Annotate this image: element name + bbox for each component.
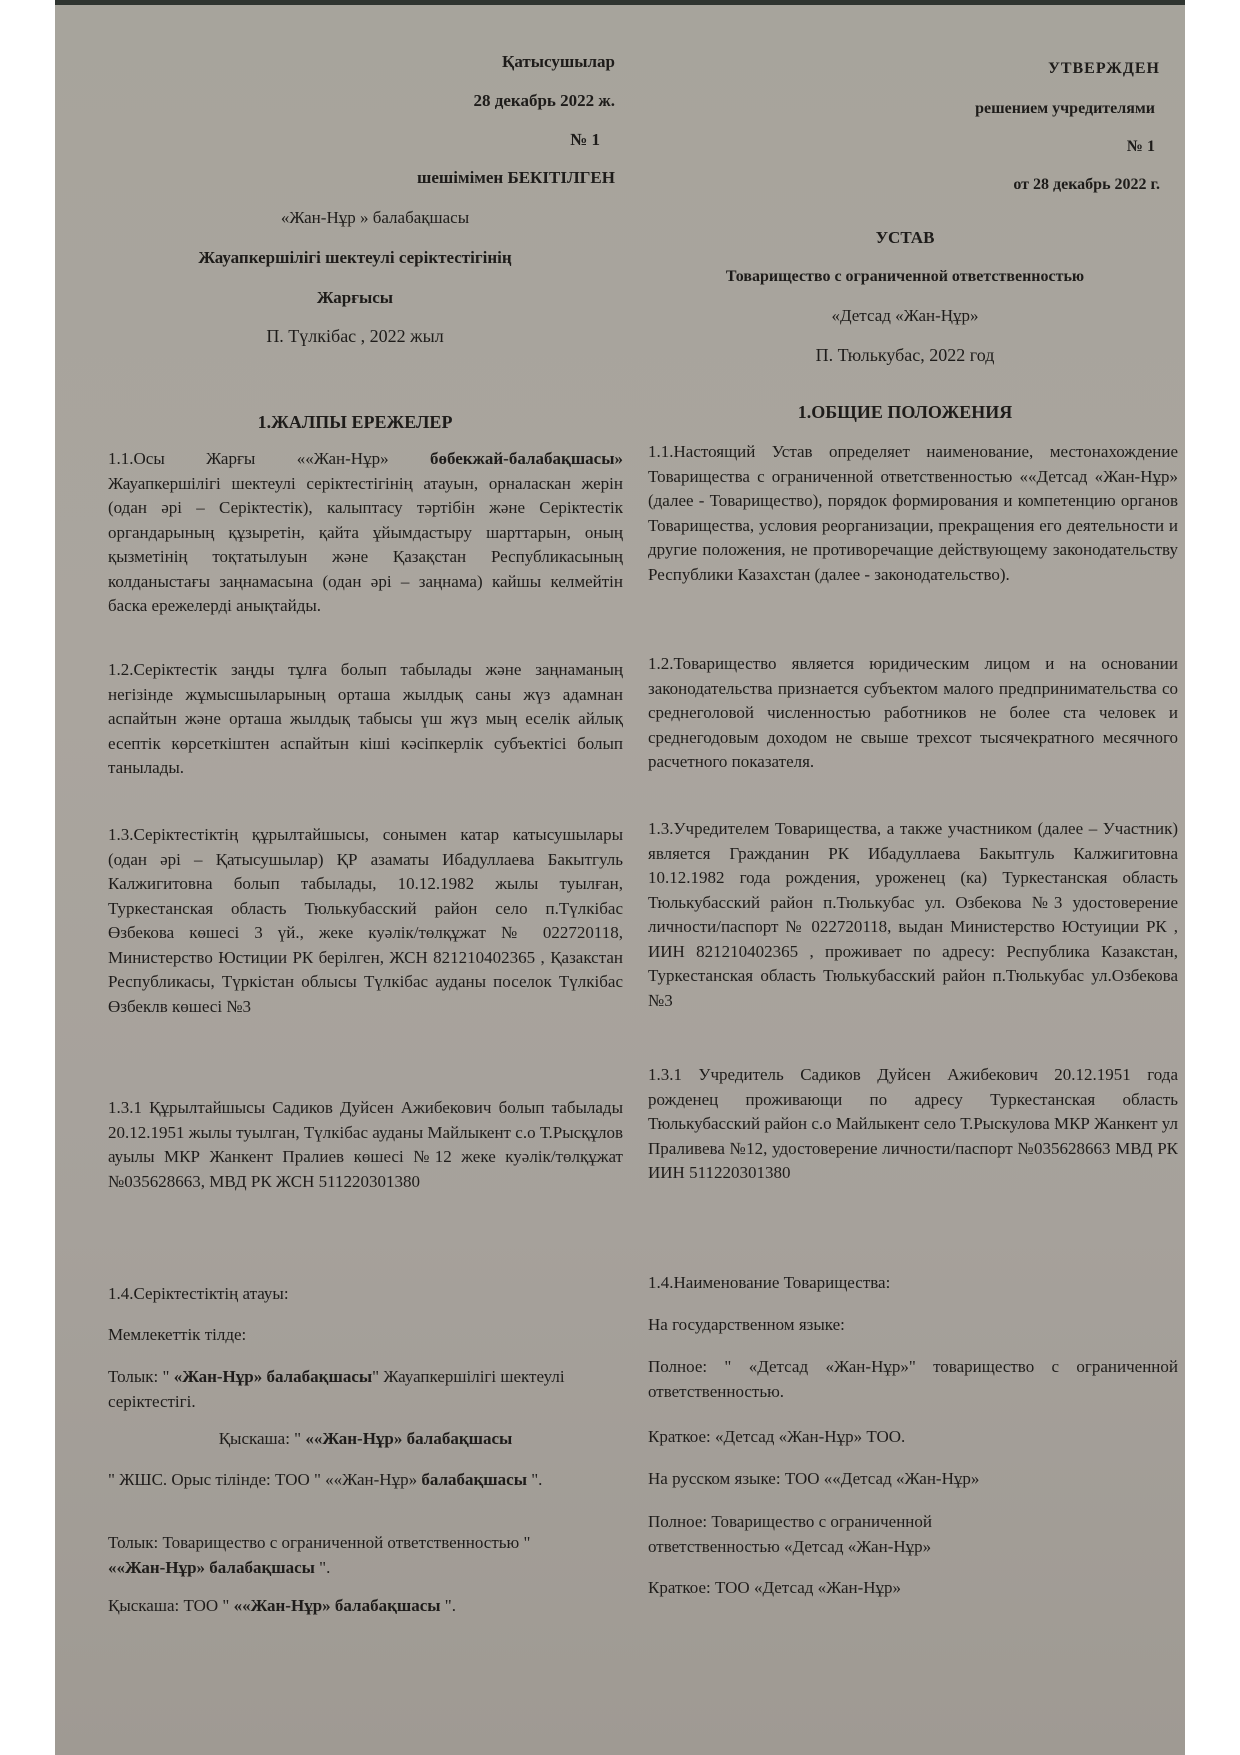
full-name-bold: «Жан-Нұр» балабақшасы <box>173 1367 373 1386</box>
right-paragraph-1-4-heading: 1.4.Наименование Товарищества: <box>648 1273 891 1292</box>
russian-name-suffix: ". <box>526 1470 543 1489</box>
p1-1-text-start: 1.1.Осы Жарғы ««Жан-Нұр» <box>108 449 430 468</box>
right-approval-line4: от 28 декабрь 2022 г. <box>1013 176 1160 193</box>
right-paragraph-1-3: 1.3.Учредителем Товарищества, а также участником (далее – Участник) является Гражданин РК Ибадуллаева Бакытгуль Калжигитовна 10.12.1982 года рождения, уроженец (ка) Туркестанская область Тюлькубасский район п.Тюлькубас ул. Озбекова №3 удостоверение личности/паспорт № 022720118, выдан Министерство Юстуиции РК , ИИН 821210402365 , проживает по адресу: Республика Казакстан, Туркестанская область Тюлькубасский район п.Тюлькубас ул.Озбекова №3 <box>648 819 1178 1010</box>
left-paragraph-1-1 <box>108 447 623 619</box>
full-ru-suffix: ". <box>314 1557 331 1577</box>
russian-name-prefix: " ЖШС. Орыс тілінде: ТОО " ««Жан-Нұр» <box>108 1470 422 1489</box>
short-ru-bold: ««Жан-Нұр» балабақшасы <box>233 1596 441 1615</box>
right-approval-line1: УТВЕРЖДЕН <box>1048 60 1160 77</box>
right-state-language-label: На государственном языке: <box>648 1315 845 1334</box>
left-approval-line4: шешімімен БЕКІТІЛГЕН <box>417 168 615 187</box>
left-title-line3: Жарғысы <box>316 288 394 307</box>
short-name-bold: ««Жан-Нұр» балабақшасы <box>305 1429 513 1448</box>
right-short-name: Краткое: «Детсад «Жан-Нұр» ТОО. <box>648 1427 906 1446</box>
right-approval-line3: № 1 <box>1126 138 1155 155</box>
short-name-prefix: Қыскаша: " <box>218 1429 306 1448</box>
left-title-line1: «Жан-Нұр » балабақшасы <box>280 208 470 227</box>
right-russian-language-line: На русском языке: ТОО ««Детсад «Жан-Нұр» <box>648 1469 980 1488</box>
right-section-heading: 1.ОБЩИЕ ПОЛОЖЕНИЯ <box>797 402 1013 422</box>
p1-1-text-end: Жауапкершілігі шектеулі серіктестігінің атауын, орналаскан жерін (одан әрі – Серіктестік), калыптасу тәртібін және Серіктестік органдарының құзыретін, қайта ұйымдастыру шарттарын, оның қызметінің тоқтатылуын және Қазақстан Республикасының колданыстағы заңнамасына (одан әрі – заңнама) кайшы келмейтін баска ережелерді анықтайды. <box>108 473 623 615</box>
left-russian-short-name <box>108 1468 623 1493</box>
russian-name-bold: балабақшасы <box>421 1470 527 1489</box>
right-full-name: Полное: " «Детсад «Жан-Нұр»" товарищество с ограниченной ответственностью. <box>648 1357 1178 1401</box>
left-paragraph-1-2: 1.2.Серіктестік заңды тұлға болып табылады және заңнаманың негізінде жұмысшыларының орташа жылдық саны жүз адамнан аспайтын және орташа жылдық табысы үш жүз мың еселік айлық есептік көрсеткіштен аспайтын кіші кәсіпкерлік субъектісі болып танылады. <box>108 660 623 777</box>
right-paragraph-1-3-1: 1.3.1 Учредитель Садиков Дуйсен Ажибекович 20.12.1951 года рожденец проживающи по адресу Туркестанская область Тюлькубасский район с.о Майлыкент село Т.Рыскулова МКР Жанкент ул Праливева №12, удостоверение личности/паспорт №035628663 МВД РК ИИН 511220301380 <box>648 1065 1178 1182</box>
right-full-russian-name: Полное: Товарищество с ограниченной ответственностью «Детсад «Жан-Нұр» <box>648 1512 933 1556</box>
right-paragraph-1-1: 1.1.Настоящий Устав определяет наименование, местонахождение Товарищества с ограниченной ответственностью ««Детсад «Жан-Нұр» (далее - Товарищество), порядок формирования и компетенцию органов Товарищества, условия реорганизации, прекращения его деятельности и другие положения, не противоречащие действующему законодательству Республики Казахстан (далее - законодательство). <box>648 442 1178 584</box>
left-paragraph-1-3-1: 1.3.1 Құрылтайшысы Садиков Дуйсен Ажибекович болып табылады 20.12.1951 жылы туылган, Түлкібас ауданы Майлыкент с.о Т.Рысқұлов ауылы МКР Жанкент Пралиев көшесі №12 жеке куәлік/төлқұжат №035628663, МВД РК ЖСН 511220301380 <box>108 1098 623 1191</box>
right-title-line3: «Детсад «Жан-Ңұр» <box>831 306 979 325</box>
short-ru-suffix: ". <box>440 1596 456 1615</box>
full-ru-bold: ««Жан-Нұр» балабақшасы <box>108 1557 315 1577</box>
left-approval-line1: Қатысушылар <box>502 52 615 71</box>
left-title-line4: П. Түлкібас , 2022 жыл <box>266 326 444 346</box>
left-paragraph-1-4-heading: 1.4.Серіктестіктің атауы: <box>108 1284 289 1303</box>
left-section-heading: 1.ЖАЛПЫ ЕРЕЖЕЛЕР <box>257 412 453 432</box>
full-name-prefix: Толык: " <box>108 1367 174 1386</box>
left-full-russian-name <box>108 1531 578 1580</box>
left-full-name <box>108 1365 608 1414</box>
p1-1-bold-name: бөбекжай-балабақшасы» <box>429 449 623 468</box>
right-title-line4: П. Тюлькубас, 2022 год <box>815 345 995 365</box>
left-short-name <box>108 1427 623 1452</box>
right-paragraph-1-2: 1.2.Товарищество является юридическим лицом и на основании законодательства признается субъектом малого предпринимательства со среднеголовой численностью работников не более ста человек и среднегодовым доходом не свыше трехсот тысячекратного месячного расчетного показателя. <box>648 654 1178 771</box>
left-paragraph-1-3: 1.3.Серіктестіктің құрылтайшысы, сонымен катар катысушылары (одан әрі – Қатысушылар) ҚР азаматы Ибадуллаева Бакытгуль Калжигитовна болып табылады, 10.12.1982 жылы туылған, Туркестанская область Тюлькубасский район село п.Түлкібас Өзбекова көшесі 3 үй., жеке куәлік/төлқұжат № 022720118, Министерство Юстиции РК берілген, ЖСН 821210402365 , Қазакстан Республикасы, Түркістан облысы Түлкібас ауданы поселок Түлкібас Өзбеклв көшесі №3 <box>108 825 623 1016</box>
right-approval-line2: решением учредителями <box>975 100 1155 117</box>
page-top-edge <box>55 0 1185 5</box>
left-state-language-label: Мемлекеттік тілде: <box>108 1325 247 1344</box>
short-ru-prefix: Қыскаша: ТОО " <box>108 1596 234 1615</box>
left-approval-line2: 28 декабрь 2022 ж. <box>473 91 615 110</box>
left-title-line2: Жауапкершілігі шектеулі серіктестігінің <box>198 248 512 267</box>
right-title-line2: Товарищество с ограниченной ответственностью <box>725 268 1085 285</box>
full-ru-prefix: Толык: Товарищество с ограниченной ответственностью " <box>108 1533 531 1552</box>
right-short-russian-name: Краткое: ТОО «Детсад «Жан-Нұр» <box>648 1578 902 1597</box>
full-name-suffix: " Жауапкершілігі шектеулі серіктестігі. <box>108 1367 565 1411</box>
right-title-line1: УСТАВ <box>875 228 935 247</box>
left-approval-line3: № 1 <box>570 130 600 149</box>
left-short-russian-name <box>108 1594 623 1619</box>
